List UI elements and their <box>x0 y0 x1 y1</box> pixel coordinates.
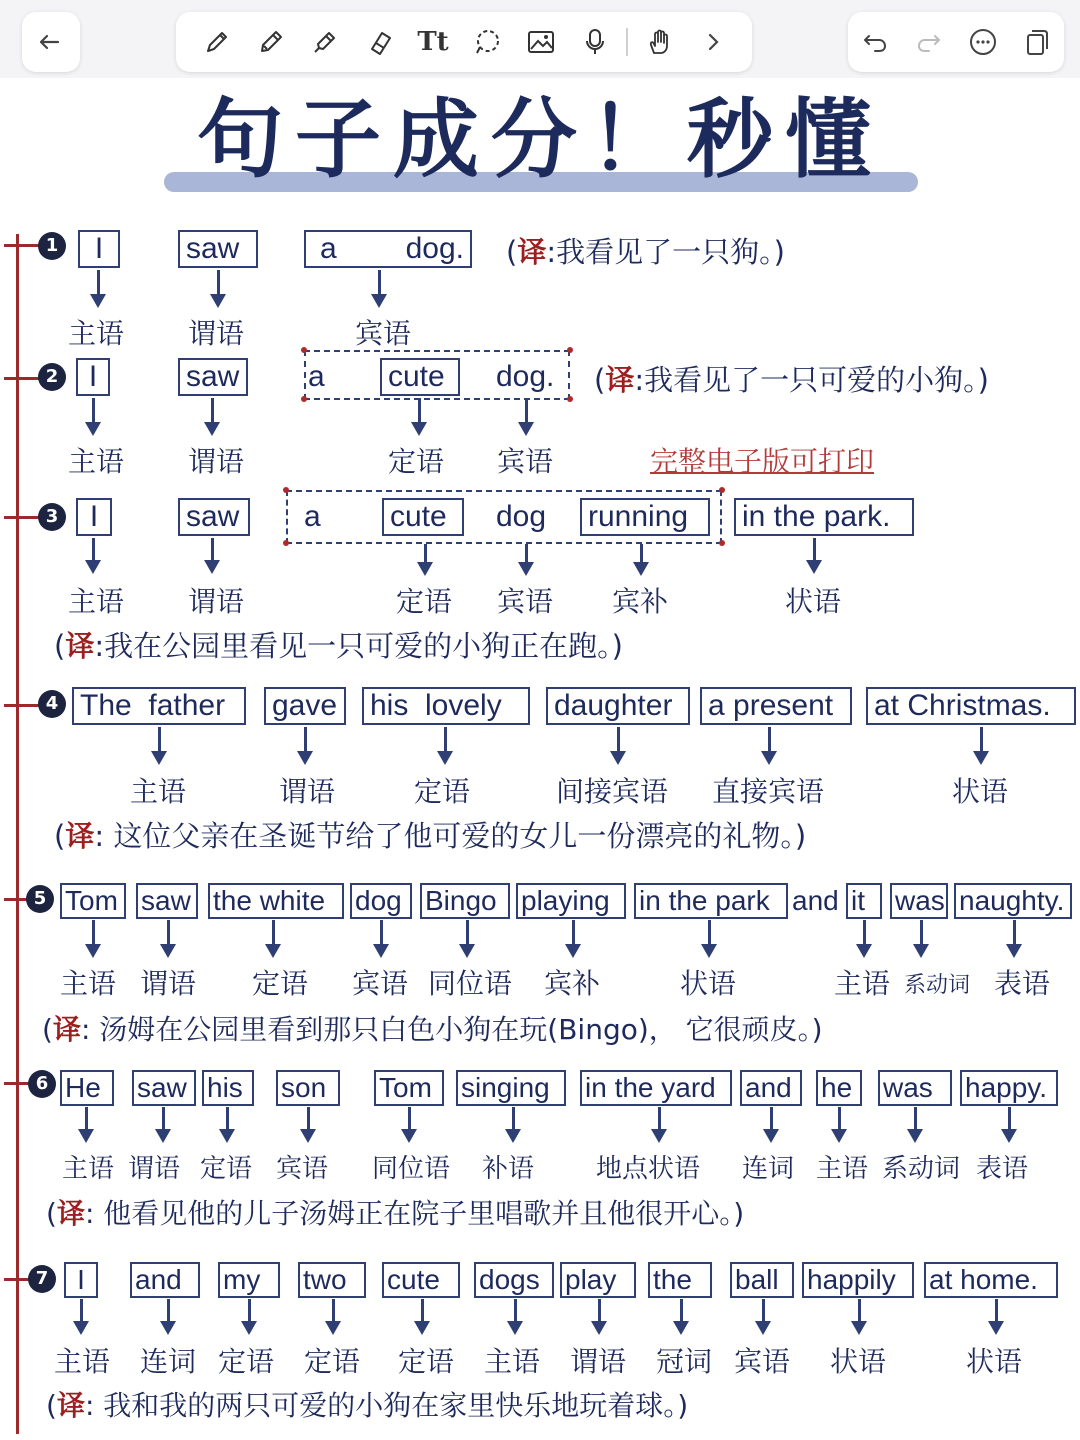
arrow <box>97 270 100 296</box>
page-title: 句子成分！秒懂 <box>197 89 883 190</box>
word-box: two <box>298 1262 366 1298</box>
arrow <box>858 1299 861 1323</box>
word-box: naughty. <box>954 883 1072 919</box>
role-label: 宾语 <box>497 585 554 618</box>
word-box: dogs <box>474 1262 554 1298</box>
translation: (译:我看见了一只狗。) <box>506 235 785 269</box>
word-box: gave <box>264 687 346 725</box>
word-box: happily <box>802 1262 914 1298</box>
arrow <box>617 727 620 753</box>
word-box: the <box>648 1262 712 1298</box>
role-label: 定语 <box>218 1345 275 1378</box>
arrow <box>444 727 447 753</box>
role-label: 状语 <box>952 775 1009 808</box>
translation: (译:我在公园里看见一只可爱的小狗正在跑。) <box>54 629 623 663</box>
arrow <box>640 544 643 564</box>
translation: (译: 他看见他的儿子汤姆正在院子里唱歌并且他很开心。) <box>46 1197 745 1230</box>
word-box: He <box>60 1070 114 1106</box>
role-label: 谓语 <box>188 585 245 618</box>
word-box: and <box>130 1262 200 1298</box>
translation: (译: 这位父亲在圣诞节给了他可爱的女儿一份漂亮的礼物。) <box>54 819 807 853</box>
page-title-block <box>160 88 920 198</box>
word-box: running <box>580 498 710 536</box>
role-label: 主语 <box>68 445 125 478</box>
word-box: a present <box>700 687 852 725</box>
arrow <box>85 1107 88 1131</box>
role-label: 表语 <box>976 1154 1029 1184</box>
dot <box>283 487 289 493</box>
word-box: in the park. <box>734 498 914 536</box>
arrow <box>80 1299 83 1323</box>
role-label: 主语 <box>68 317 125 350</box>
role-label: 定语 <box>414 775 471 808</box>
role-label: 连词 <box>742 1154 795 1184</box>
arrow <box>421 1299 424 1323</box>
word-box: was <box>878 1070 952 1106</box>
word-box: in the yard <box>580 1070 732 1106</box>
sentence-7-number: 7 <box>28 1265 56 1293</box>
role-label: 表语 <box>994 967 1051 1000</box>
arrow <box>658 1107 661 1131</box>
text-tool-label: Tt <box>417 27 449 57</box>
word-box: at home. <box>924 1262 1058 1298</box>
arrow <box>272 920 275 946</box>
arrow <box>211 538 214 562</box>
arrow <box>248 1299 251 1323</box>
word-box: saw <box>178 498 250 536</box>
role-label: 谓语 <box>188 317 245 350</box>
sentence-5-number: 5 <box>26 885 54 913</box>
role-label: 定语 <box>396 585 453 618</box>
word: and <box>792 885 839 916</box>
pages-icon[interactable] <box>1010 12 1064 72</box>
arrow <box>1013 920 1016 946</box>
translation: (译: 我和我的两只可爱的小狗在家里快乐地玩着球。) <box>46 1389 689 1422</box>
role-label: 主语 <box>68 585 125 618</box>
role-label: 定语 <box>200 1154 253 1184</box>
word-box: saw <box>132 1070 196 1106</box>
role-label: 主语 <box>60 967 117 1000</box>
image-icon[interactable] <box>514 12 568 72</box>
word-box-group <box>304 230 472 268</box>
arrow <box>418 398 421 424</box>
role-label: 同位语 <box>372 1154 451 1184</box>
dot <box>301 347 307 353</box>
word: a <box>308 360 325 393</box>
text-tool-icon[interactable] <box>406 12 460 72</box>
sentence-6-number: 6 <box>28 1070 56 1098</box>
role-label: 谓语 <box>279 775 336 808</box>
dot <box>283 540 289 546</box>
word-box: Tom <box>60 883 126 919</box>
hand-touch-icon[interactable] <box>632 12 686 72</box>
role-label: 补语 <box>482 1154 535 1184</box>
toolbar-divider <box>626 28 628 56</box>
chevron-right-icon[interactable] <box>686 12 740 72</box>
arrow <box>598 1299 601 1323</box>
role-label: 宾语 <box>734 1345 791 1378</box>
arrow <box>304 727 307 753</box>
top-toolbar <box>0 0 1080 78</box>
role-label: 主语 <box>130 775 187 808</box>
sentence-3-number: 3 <box>38 503 66 531</box>
role-label: 冠词 <box>656 1345 713 1378</box>
dot <box>719 487 725 493</box>
arrow <box>838 1107 841 1131</box>
word: a <box>320 232 337 265</box>
word-box: daughter <box>546 687 690 725</box>
arrow <box>226 1107 229 1131</box>
role-label: 系动词 <box>882 1154 961 1184</box>
arrow <box>863 920 866 946</box>
arrow <box>167 1299 170 1323</box>
dot <box>567 396 573 402</box>
more-icon[interactable] <box>956 12 1010 72</box>
arrow <box>980 727 983 753</box>
word: dog. <box>496 360 555 393</box>
role-label: 状语 <box>680 967 737 1000</box>
role-label: 状语 <box>785 585 842 618</box>
word-box: and <box>740 1070 802 1106</box>
role-label: 宾语 <box>497 445 554 478</box>
word: dog <box>496 500 547 533</box>
word-box: in the park <box>634 883 788 919</box>
highlighter-icon[interactable] <box>298 12 352 72</box>
role-label: 主语 <box>62 1154 115 1184</box>
role-label: 谓语 <box>188 445 245 478</box>
word-box: cute <box>382 1262 460 1298</box>
sentence-1-number: 1 <box>38 232 66 260</box>
word-box: my <box>218 1262 280 1298</box>
word-box: happy. <box>960 1070 1058 1106</box>
sentence-2-number: 2 <box>38 363 66 391</box>
arrow <box>217 270 220 296</box>
undo-icon[interactable] <box>848 12 902 72</box>
role-label: 主语 <box>54 1345 111 1378</box>
printable-note: 完整电子版可打印 <box>650 445 875 478</box>
word-box: dog <box>350 883 412 919</box>
back-group <box>22 12 80 72</box>
role-label: 谓语 <box>128 1154 181 1184</box>
word: a <box>304 500 321 533</box>
pencil-icon[interactable] <box>244 12 298 72</box>
word-box: cute <box>382 498 464 536</box>
arrow <box>525 398 528 424</box>
arrow <box>158 727 161 753</box>
word-box: playing <box>516 883 626 919</box>
arrow <box>466 920 469 946</box>
arrow <box>378 270 381 296</box>
word-box: I <box>78 230 120 268</box>
word-box: I <box>64 1262 98 1298</box>
role-label: 地点状语 <box>596 1154 701 1184</box>
dot <box>301 396 307 402</box>
word-box: was <box>890 883 948 919</box>
role-label: 状语 <box>830 1345 887 1378</box>
word-box: play <box>560 1262 636 1298</box>
back-arrow-icon[interactable] <box>22 12 76 72</box>
word-box: son <box>276 1070 340 1106</box>
arrow <box>380 920 383 946</box>
arrow <box>211 398 214 424</box>
role-label: 主语 <box>834 967 891 1000</box>
role-label: 状语 <box>966 1345 1023 1378</box>
microphone-icon[interactable] <box>568 12 622 72</box>
history-group <box>848 12 1064 72</box>
role-label: 定语 <box>252 967 309 1000</box>
word-box: The father <box>72 687 246 725</box>
role-label: 谓语 <box>140 967 197 1000</box>
redo-icon[interactable] <box>902 12 956 72</box>
arrow <box>762 1299 765 1323</box>
role-label: 定语 <box>398 1345 455 1378</box>
role-label: 间接宾语 <box>556 775 669 808</box>
word-box: saw <box>178 358 248 396</box>
margin-line <box>16 234 19 1434</box>
word-box: the white <box>208 883 344 919</box>
word-box: his <box>202 1070 254 1106</box>
role-label: 同位语 <box>428 967 513 1000</box>
arrow <box>332 1299 335 1323</box>
arrow <box>1008 1107 1011 1131</box>
word-box: ball <box>730 1262 794 1298</box>
arrow <box>680 1299 683 1323</box>
role-label: 宾补 <box>544 967 601 1000</box>
arrow <box>813 538 816 562</box>
arrow <box>424 544 427 564</box>
word-box: saw <box>136 883 198 919</box>
word-box: singing <box>456 1070 566 1106</box>
sentence-4-number: 4 <box>38 690 66 718</box>
role-label: 宾语 <box>355 317 412 350</box>
arrow <box>92 538 95 562</box>
word: dog. <box>405 232 464 265</box>
arrow <box>708 920 711 946</box>
dot <box>567 347 573 353</box>
word-box: Bingo <box>420 883 510 919</box>
word-box: I <box>76 358 110 396</box>
word-box: he <box>816 1070 862 1106</box>
arrow <box>307 1107 310 1131</box>
role-label: 主语 <box>816 1154 869 1184</box>
arrow <box>514 1299 517 1323</box>
role-label: 连词 <box>140 1345 197 1378</box>
arrow <box>512 1107 515 1131</box>
arrow <box>92 920 95 946</box>
drawing-tools <box>176 12 752 72</box>
role-label: 直接宾语 <box>712 775 825 808</box>
arrow <box>768 727 771 753</box>
arrow <box>572 920 575 946</box>
arrow <box>162 1107 165 1131</box>
arrow <box>914 1107 917 1131</box>
word-box: Tom <box>374 1070 444 1106</box>
role-label: 定语 <box>388 445 445 478</box>
role-label: 宾语 <box>276 1154 329 1184</box>
word-box: I <box>76 498 112 536</box>
arrow <box>408 1107 411 1131</box>
arrow <box>995 1299 998 1323</box>
word-box: cute <box>380 358 460 396</box>
arrow <box>770 1107 773 1131</box>
role-label: 系动词 <box>904 973 971 998</box>
word-box: saw <box>178 230 258 268</box>
translation: (译:我看见了一只可爱的小狗。) <box>594 363 989 397</box>
role-label: 谓语 <box>570 1345 627 1378</box>
role-label: 主语 <box>484 1345 541 1378</box>
word-box: at Christmas. <box>866 687 1076 725</box>
arrow <box>920 920 923 946</box>
dot <box>719 540 725 546</box>
lasso-icon[interactable] <box>460 12 514 72</box>
translation: (译: 汤姆在公园里看到那只白色小狗在玩(Bingo)， 它很顽皮。) <box>42 1013 823 1046</box>
arrow <box>525 544 528 564</box>
word-box: it <box>846 883 882 919</box>
role-label: 宾补 <box>612 585 669 618</box>
eraser-icon[interactable] <box>352 12 406 72</box>
pen-icon[interactable] <box>190 12 244 72</box>
arrow <box>167 920 170 946</box>
role-label: 定语 <box>304 1345 361 1378</box>
word-box: his lovely <box>362 687 530 725</box>
arrow <box>92 398 95 424</box>
role-label: 宾语 <box>352 967 409 1000</box>
